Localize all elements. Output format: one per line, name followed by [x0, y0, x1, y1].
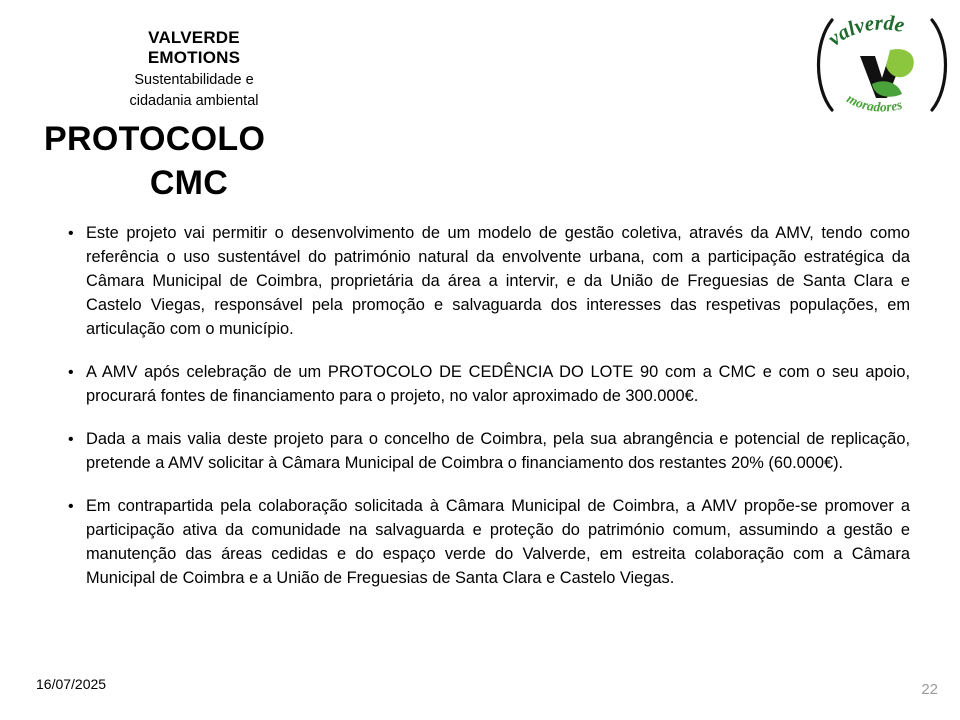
- bullet-list: [62, 206, 910, 591]
- footer-date: 16/07/2025: [36, 676, 107, 692]
- list-item: • Dada a mais valia deste projeto para o concelho de Coimbra, pela sua abrangência e potencial de replicação, pretende a AMV solicitar à Câmara Municipal de Coimbra o financiamento dos restantes 20% (60.000€).: [62, 428, 910, 476]
- brand-subtitle-line1: Sustentabilidade e: [134, 72, 254, 89]
- list-item: • Este projeto vai permitir o desenvolvimento de um modelo de gestão coletiva, através da AMV, tendo como referência o uso sustentável do património natural da envolvente urbana, com a participação estratégica da Câmara Municipal de Coimbra, proprietária da área a intervir, e da União de Freguesias de Santa Clara e Castelo Viegas, responsável pela promoção e salvaguarda dos interesses das respetivas populações, em articulação com o município.: [62, 222, 910, 342]
- brand-title-line1: VALVERDE: [148, 28, 240, 47]
- list-item: • A AMV após celebração de um PROTOCOLO DE CEDÊNCIA DO LOTE 90 com a CMC e com o seu apoio, procurará fontes de financiamento para o projeto, no valor aproximado de 300.000€.: [62, 361, 910, 409]
- page-title: [44, 118, 334, 205]
- footer-page-number: 22: [921, 681, 938, 698]
- svg-text:moradores: moradores: [844, 90, 904, 115]
- page-title-line1: PROTOCOLO: [44, 120, 266, 158]
- page-title-line2: CMC: [149, 163, 229, 202]
- brand-header: [86, 28, 302, 110]
- valverde-moradores-logo: [812, 6, 952, 124]
- svg-text:valverde: valverde: [822, 10, 907, 51]
- list-item: • Em contrapartida pela colaboração solicitada à Câmara Municipal de Coimbra, a AMV propõe-se promover a participação ativa da comunidade na salvaguarda e proteção do património comum, assumindo a gestão e manutenção das áreas cedidas e do espaço verde do Valverde, em estreita colaboração com a Câmara Municipal de Coimbra e a União de Freguesias de Santa Clara e Castelo Viegas.: [62, 495, 910, 591]
- brand-subtitle-line2: cidadania ambiental: [129, 93, 259, 110]
- brand-title-line2: EMOTIONS: [147, 48, 241, 68]
